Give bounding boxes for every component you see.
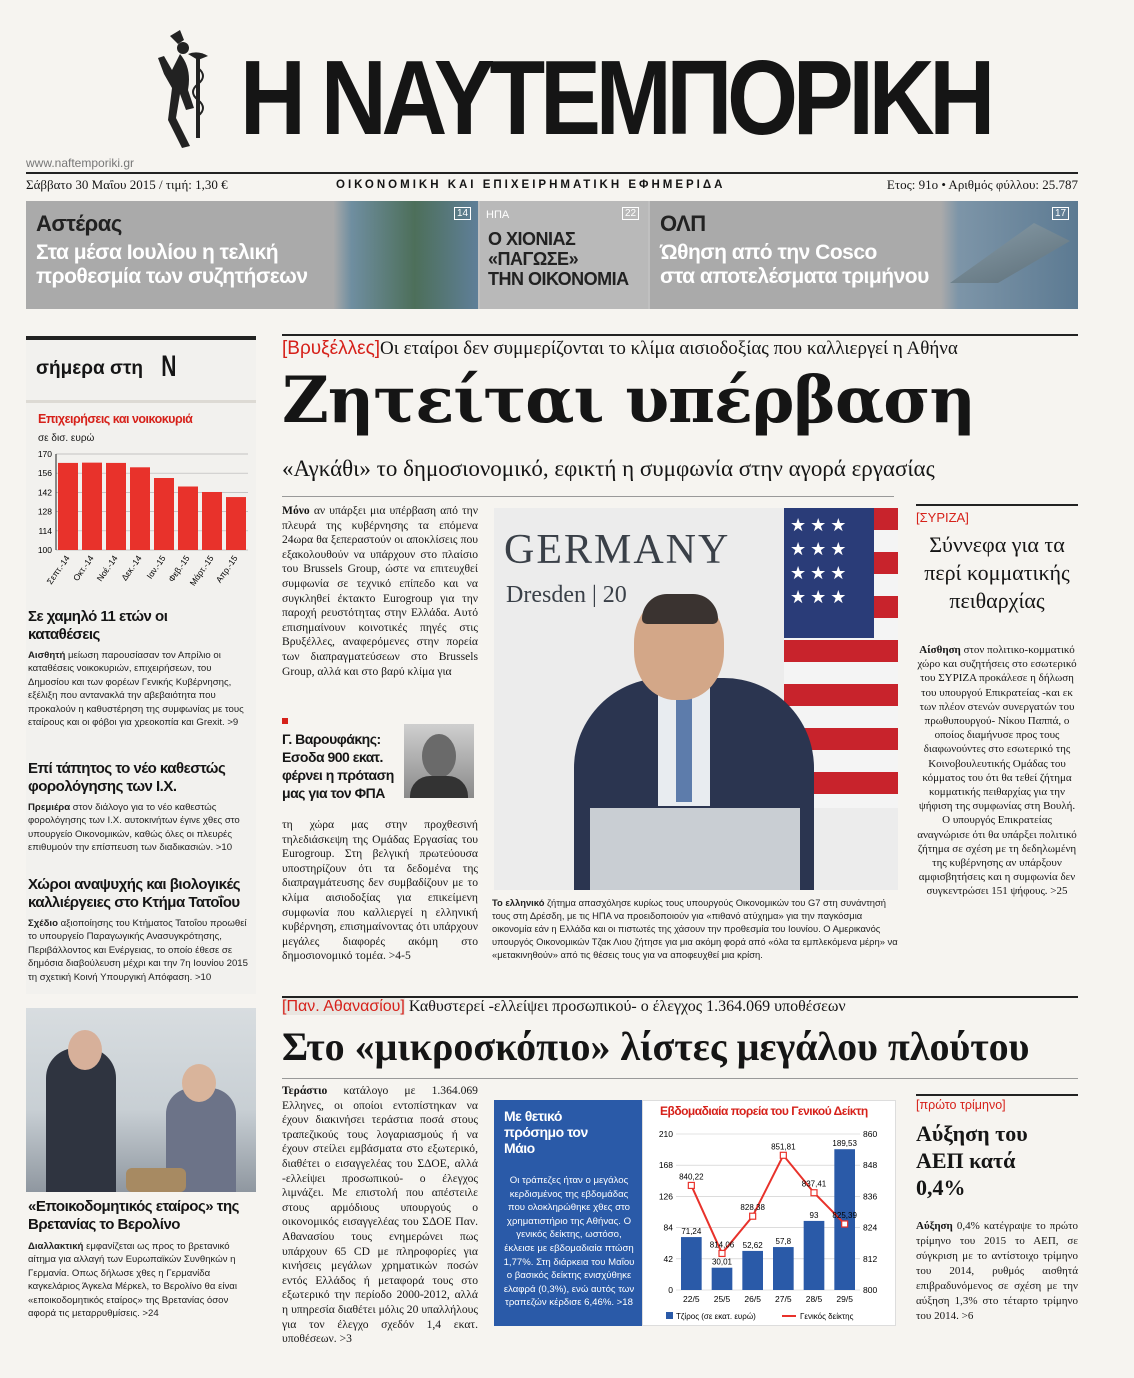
story-text [28,1240,252,1320]
index-point [842,1221,848,1227]
y-left-tick-label: 210 [658,1129,673,1139]
sidebar-divider [26,400,256,403]
index-value-label: 840,22 [679,1172,704,1182]
teaser-asteras[interactable] [26,201,478,309]
gdp-headline[interactable]: Αύξηση του ΑΕΠ κατά 0,4% [916,1121,1028,1200]
sidebar-story[interactable] [28,608,252,729]
index-point [750,1213,756,1219]
lead-lead: Μόνο [282,504,310,517]
y-right-tick-label: 824 [863,1222,878,1233]
story-text [28,917,252,984]
volume-bar [773,1247,794,1290]
story-body: εμφανίζεται ως προς το βρετανικό αίτημα για αλλαγή των Ευρωπαϊκών Συνθηκών η Γερμανία. Οπως δήλωσε χθες η Γερμανίδα καγκελάριος Άγκελα Μέρκελ, το Βερολίνο θα είναι «εποικοδομητικός εταίρος» της Βρετανίας όσον αφορά τις μεταρρυθμίσεις. >24 [28,1241,237,1320]
teaser-title: ΟΛΠ [660,211,706,236]
photo-figure [676,692,692,802]
lead-column-2 [282,818,478,964]
y-tick-label: 142 [37,487,52,498]
x-tick-label: Ιαν.-15 [144,553,168,581]
second-column [282,1084,478,1347]
lew-photo [494,508,898,890]
bar [226,497,246,550]
legend-label: Γενικός δείκτης [800,1312,854,1321]
bar-value-label: 57,8 [775,1237,792,1247]
second-body [282,1084,478,1347]
bar-value-label: 52,62 [742,1240,763,1250]
story-body: μείωση παρουσίασαν τον Απρίλιο οι καταθέσεις νοικοκυριών, επιχειρήσεων, του Δημοσίου και των φορέων Γενικής Κυβέρνησης, εξέλιξη που αντανακλά την αβεβαιότητα που προκαλούν η καθυστέρηση της συμφωνίας με τους εταίρους και οι φόβοι για χρεοκοπία και Grexit. >9 [28,650,244,729]
sidebar-story[interactable] [28,1198,252,1320]
podium [590,808,800,890]
photo-figure [422,734,456,778]
x-tick-label: Δεκ.-14 [119,553,144,583]
y-left-tick-label: 42 [663,1253,673,1264]
masthead-title: Η ΝΑΥΤΕΜΠΟΡΙΚΗ [240,39,991,157]
bar [202,492,222,550]
y-left-tick-label: 168 [658,1160,673,1171]
bar [178,487,198,550]
syriza-text: στον πολιτικο-κομματικό χώρο και συζητήσεις στο εσωτερικό του ΣΥΡΙΖΑ προκάλεσε η δήλωση του υπουργού Επικρατείας -και εκ των πλέον στενών συνεργατών του πρωθυπουργού- Νίκου Παππά, ο οποίος διαμήνυσε προς τους διαφωνούντες στο εσωτερικό της Κοινοβουλευτικής Ομάδας του κόμματος του ότι θα τεθεί ζήτημα κομματικής πειθαρχίας για την ψήφιση της συμφωνίας στη Βουλή. Ο υπουργός Επικρατείας αναγνώρισε ότι θα υπάρξει πολιτικό ζήτημα σε σχέση με τη δεδηλωμένη της κυβέρνησης αν υπάρξουν αμφισβητήσεις και η συμφωνία δεν συγκεντρώσει 151 ψήφους. >25 [917,644,1077,898]
market-box [494,1100,642,1326]
teaser-text: προθεσμία των συζητήσεων [36,265,308,288]
x-tick-label: 29/5 [836,1294,853,1304]
y-tick-label: 100 [37,545,52,555]
y-tick-label: 128 [37,506,52,517]
x-tick-label: Σεπτ.-14 [44,553,72,587]
second-deck-text: Καθυστερεί -ελλείψει προσωπικού- ο έλεγχος 1.364.069 υποθέσεων [408,998,846,1015]
photo-figure [182,1064,216,1102]
index-value-label: 828,38 [740,1203,765,1213]
page-ref: 17 [1052,207,1069,220]
y-left-tick-label: 126 [658,1191,673,1202]
index-point [719,1250,725,1256]
teaser-kicker: ΗΠΑ [486,209,510,221]
x-tick-label: 27/5 [775,1294,792,1304]
y-left-tick-label: 0 [668,1285,673,1295]
photo-figure [642,594,718,624]
market-title[interactable]: Με θετικό πρόσημο τον Μάιο [504,1108,588,1156]
sidebar-logo: N [161,350,177,383]
teaser-title: Αστέρας [36,211,122,236]
second-deck [282,998,846,1016]
y-right-tick-label: 860 [863,1129,878,1139]
page-ref: 14 [454,207,471,220]
x-tick-label: Φεβ.-15 [166,553,192,584]
gdp-body [916,1219,1078,1324]
story-title[interactable]: Χώροι αναψυχής και βιολογικές καλλιέργειες στο Κτήμα Τατοΐου [28,876,241,911]
lead-body: τη χώρα μας στην προχθεσινή τηλεδιάσκεψη της Ομάδας Εργασίας του Eurogroup. Στη βελγική πρωτεύουσα υποστηρίζουν ότι τα δεδομένα της διαπραγμάτευσης δεν συμβαδίζουν με το κλίμα αισιοδοξίας για επικείμενη συμφωνία που καλλιεργεί η ελληνική κυβέρνηση, επισημαίνοντας ότι υπάρχουν μεγάλες διαφορές ακόμη στο δημοσιονομικό τομέα. >4-5 [282,818,478,963]
photo-figure [126,1168,186,1192]
x-tick-label: 26/5 [744,1294,761,1304]
page-ref: 22 [622,207,639,220]
deposits-chart [26,446,256,606]
teaser-text: στα αποτελέσματα τριμήνου [660,265,929,288]
syriza-rule [916,504,1078,506]
index-chart [642,1120,896,1326]
legend-label: Τζίρος (σε εκατ. ευρώ) [676,1312,756,1321]
y-tick-label: 170 [37,449,52,459]
second-subrule [282,1078,1078,1079]
market-text: Οι τράπεζες ήταν ο μεγάλος κερδισμένος της εβδομάδας που ολοκληρώθηκε χθες στο χρηματιστήριο της Αθήνας. Ο γενικός δείκτης, ωστόσο, έκλεισε με εβδομαδιαία πτώση 1,77%. Στη διάρκεια του Μαΐου ο βασικός δείκτης ενισχύθηκε ελαφρά (0,3%), ενώ αυτός των τραπεζών κέρδισε 6,46%. >18 [503,1175,635,1309]
bar [154,478,174,550]
story-title[interactable]: «Εποικοδομητικός εταίρος» της Βρετανίας το Βερολίνο [28,1198,239,1233]
index-value-label: 837,41 [801,1179,827,1189]
lead-deck [282,338,958,360]
teaser-usa[interactable] [480,201,648,309]
bar-value-label: 30,01 [711,1257,733,1267]
y-right-tick-label: 812 [863,1253,878,1264]
inset-quote[interactable]: Γ. Βαρουφάκης: Εσοδα 900 εκατ. φέρνει η πρόταση μας για τον ΦΠΑ [282,731,394,801]
story-body: αξιοποίησης του Κτήματος Τατοΐου προωθεί το υπουργείο Παραγωγικής Ανασυγκρότησης, Περιβάλλοντος και Ενέργειας, το οποίο έθεσε σε δημόσια διαβούλευση μέχρι και την 7η Ιουνίου 2015 τη σχετική Κοινή Υπουργική Απόφαση. >10 [28,918,248,983]
chart-ylabel: σε δισ. ευρώ [38,433,95,444]
lead-subhead: «Αγκάθι» το δημοσιονομικό, εφικτή η συμφωνία στην αγορά εργασίας [282,456,935,481]
photo-sign: GERMANY [504,527,731,573]
teaser-olp[interactable] [650,201,1078,309]
y-tick-label: 156 [37,468,52,479]
x-tick-label: Μάρτ.-15 [187,553,216,588]
story-body: στον διάλογο για το νέο καθεστώς φορολόγησης των Ι.Χ. αυτοκινήτων έγινε χθες στο υπουργείο Οικονομικών, καθώς όλες οι πλευρές επιθυμούν την επίσπευση των διαδικασιών. >10 [28,802,240,854]
story-text [28,801,252,855]
x-tick-label: 28/5 [805,1294,823,1304]
photo-sign: Dresden | 20 [506,582,627,608]
bar-value-label: 189,53 [832,1139,857,1149]
varoufakis-photo [404,724,474,798]
website-url[interactable]: www.naftemporiki.gr [26,156,135,170]
y-right-tick-label: 836 [863,1191,878,1202]
masthead-rule [26,172,1078,174]
inset-marker [282,718,288,724]
story-lead: Σχέδιο [28,918,58,929]
bar [130,467,150,550]
y-right-tick-label: 848 [863,1160,878,1171]
gdp-text: 0,4% κατέγραψε το πρώτο τρίμηνο του 2015 το ΑΕΠ, σε σύγκριση με το αντίστοιχο τρίμηνο του 2014, ρυθμός αισθητά επιβραδυνόμενος σε σχέση με την αύξηση 1,3% στο τέταρτο τρίμηνο του 2014. >6 [916,1220,1079,1322]
story-lead: Διαλλακτική [28,1241,84,1252]
x-tick-label: 22/5 [683,1294,700,1304]
sidebar-story[interactable] [28,876,252,984]
x-tick-label: Νοέ.-14 [94,553,120,584]
flag-stars: ★★★ ★★★ ★★★ ★★★ [784,508,874,638]
lead-body [282,504,478,679]
photo-figure [68,1030,102,1070]
index-chart-title: Εβδομαδιαία πορεία του Γενικού Δείκτη [660,1104,868,1118]
issue-number: Ετος: 91ο • Αριθμός φύλλου: 25.787 [886,177,1078,192]
second-body-text: κατάλογο με 1.364.069 Ελληνες, οι οποίοι εντοπίστηκαν να έχουν διακινήσει τεράστια ποσά στους τραπεζικούς τους λογαριασμούς ή να έχουν στείλει εμβάσματα στο εξωτερικό, διαθέτει ο εισαγγελέας του ΣΔΟΕ, αλλά -ελλείψει προσωπικού- ο έλεγχος λιμνάζει. Με επιστολή που απέστειλε στους αρμόδιους υπουργούς ο οικονομικός εισαγγελέας του ΣΔΟΕ Παν. Αθανασίου τους ενημερώνει πως υπάρχουν 65 CD με πληροφορίες για κινήσεις μεγάλων χρηματικών ποσών εντός Ελλάδος ή μεταφορά τους στο εξωτερικό την περίοδο 2000-2012, αλλά η υπηρεσία διαθέτει μόλις 20 υπαλλήλους για τον έλεγχο σχεδόν 1,4 εκατ. υποθέσεων. >3 [282,1084,478,1346]
volume-bar [681,1237,702,1290]
gdp-column [916,1098,1078,1324]
sidebar-story[interactable] [28,760,252,855]
index-point [688,1182,694,1188]
syriza-headline[interactable]: Σύννεφα για τα περί κομματικής πειθαρχίας [924,532,1070,613]
teaser-text: ΤΗΝ ΟΙΚΟΝΟΜΙΑ [488,269,629,289]
x-tick-label: 25/5 [713,1294,731,1304]
second-lead: Τεράστιο [282,1084,328,1097]
caption-text: ζήτημα απασχόλησε κυρίως τους υπουργούς Οικονομικών του G7 στη συνάντησή τους στη Δρέσδη, με τις ΗΠΑ να προειδοποιούν για «πιθανό ατύχημα» για την παγκόσμια οικονομία εάν η Ελλάδα και οι πιστωτές της χάσουν την προθεσμία του Ιουνίου. Ο Αμερικανός υπουργός Οικονομικών Τζακ Λιου ζήτησε για μια ακόμη φορά από «όλα τα εμπλεκόμενα μέρη» να «μετακινηθούν» από τις θέσεις τους για να αποφευχθεί μια κρίση. [492,897,898,960]
syriza-lead: Αίσθηση [919,644,961,656]
lead-column-1 [282,504,478,679]
teaser-text: Στα μέσα Ιουλίου η τελική [36,241,279,264]
index-value-label: 814,06 [709,1240,735,1250]
y-right-tick-label: 800 [863,1285,878,1295]
cameron-merkel-photo [26,1008,256,1192]
lead-body-text: αν υπάρξει μια υπέρβαση από την πλευρά της κυβέρνησης τα επόμενα 24ωρα θα ξεπεραστούν οι αποκλίσεις που εξακολουθούν να υπάρχουν στο πλαίσιο του Brussels Group, ώστε να επιτευχθεί συμφωνία σε τεχνικό επίπεδο και να συγκληθεί έκτακτο Eurogroup για την παροχή ρευστότητας στην Ελλάδα. Αυτό επισημαίνουν κοινοτικές πηγές στις Βρυξέλλες, αναφερόμενες στην πορεία των διαπραγματεύσεων στο Brussels Group, αλλά και στο βαρύ κλίμα για [282,504,478,678]
syriza-kicker: [ΣΥΡΙΖΑ] [916,510,969,525]
gdp-kicker: [πρώτο τρίμηνο] [916,1098,1006,1112]
second-kicker: [Παν. Αθανασίου] [282,998,405,1015]
teaser-text: Ο ΧΙΟΝΙΑΣ [488,229,576,249]
volume-bar [742,1251,763,1290]
gdp-rule [916,1094,1078,1096]
index-point [811,1190,817,1196]
story-lead: Αισθητή [28,650,66,661]
bar-value-label: 93 [809,1210,819,1220]
x-tick-label: Οκτ.-14 [70,553,96,583]
port-photo [950,223,1070,283]
syriza-column [916,510,1078,899]
lead-deck-text: Οι εταίροι δεν συμμερίζονται το κλίμα αισιοδοξίας που καλλιεργεί η Αθήνα [380,338,958,359]
story-title[interactable]: Σε χαμηλό 11 ετών οι καταθέσεις [28,608,168,643]
story-lead: Πρεμιέρα [28,802,71,813]
hermes-logo-icon [150,28,220,153]
lead-subrule [282,496,894,497]
lead-rule [282,334,1078,336]
legend-swatch [666,1312,673,1319]
story-text [28,649,252,729]
x-tick-label: Απρ.-15 [213,553,240,585]
teaser-text: Ώθηση από την Cosco [660,241,877,264]
photo-figure [410,776,468,798]
bar [106,463,126,550]
y-tick-label: 114 [38,525,52,536]
volume-bar [712,1268,733,1290]
story-title[interactable]: Επί τάπητος το νέο καθεστώς φορολόγησης των Ι.Χ. [28,760,226,795]
index-value-label: 851,81 [771,1142,796,1152]
bar [58,463,78,550]
index-value-label: 825,39 [832,1210,857,1220]
tagline: ΟΙΚΟΝΟΜΙΚΗ ΚΑΙ ΕΠΙΧΕΙΡΗΜΑΤΙΚΗ ΕΦΗΜΕΡΙΔΑ [336,179,726,191]
y-left-tick-label: 84 [663,1222,673,1233]
caption-lead: Το ελληνικό [492,897,545,908]
lead-headline[interactable]: Ζητείται υπέρβαση [282,363,975,438]
chart-title: Επιχειρήσεις και νοικοκυριά [38,412,193,426]
index-point [780,1152,786,1158]
volume-bar [804,1221,825,1290]
lead-kicker: [Βρυξέλλες] [282,338,381,359]
photo-caption [492,896,900,961]
second-headline[interactable]: Στο «μικροσκόπιο» λίστες μεγάλου πλούτου [282,1024,1030,1069]
teaser-text: «ΠΑΓΩΣΕ» [488,249,579,269]
bar-value-label: 71,24 [681,1227,702,1237]
sidebar-header: σήμερα στη [36,358,144,379]
date-price: Σάββατο 30 Μαΐου 2015 / τιμή: 1,30 € [26,177,228,192]
syriza-body [916,643,1078,899]
gdp-lead: Αύξηση [916,1220,953,1232]
bar [82,463,102,550]
